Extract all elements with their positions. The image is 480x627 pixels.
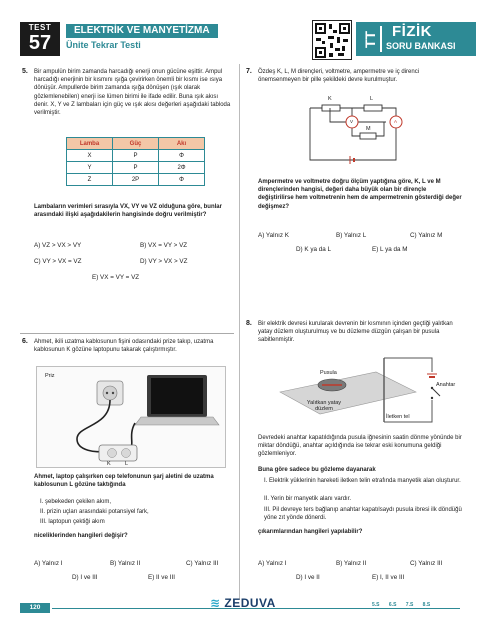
q8-item-1: I. Elektrik yüklerinin hareketi iletken telin etrafında manyetik alan oluşturur. <box>264 478 461 484</box>
q8-ask: çıkarımlarından hangileri yapılabilir? <box>258 529 363 535</box>
plane-label: Yalıtkan yatay düzlem <box>306 400 342 412</box>
q6-option-e[interactable]: E) II ve III <box>148 574 175 581</box>
q8-lead: Buna göre sadece bu gözleme dayanarak <box>258 467 376 473</box>
q7-option-a[interactable]: A) Yalnız K <box>258 232 289 239</box>
voltmeter-label: V <box>350 119 354 124</box>
table-cell: Z <box>67 174 113 186</box>
grade-labels: 5.S 6.S 7.S 8.S <box>372 602 431 608</box>
q5-option-b[interactable]: B) VX = VY > VZ <box>140 242 188 249</box>
q6-number: 6. <box>22 338 28 345</box>
table-row <box>67 174 205 186</box>
q6-item-2: II. prizin uçları arasındaki potansiyel fark, <box>40 509 149 515</box>
q6-item-1: I. şebekeden çekilen akım, <box>40 499 112 505</box>
switch-label: Anahtar <box>436 382 456 388</box>
q6-item-3: III. laptopun çektiği akım <box>40 519 105 525</box>
q8-option-d[interactable]: D) I ve II <box>296 574 320 581</box>
table-row <box>67 162 205 174</box>
table-cell: Y <box>67 162 113 174</box>
q5-option-e[interactable]: E) VX = VY = VZ <box>92 274 140 281</box>
q8-text2: Devredeki anahtar kapatıldığında pusula iğnesinin saatin dönme yönünde bir miktar döndüğü, anahtar açıldığında ise tekrar eski konumuna geldiği gözlemleniyor. <box>258 435 462 458</box>
table-cell: P <box>113 150 159 162</box>
question-divider <box>20 333 234 334</box>
table-header-row <box>67 138 205 150</box>
q6-question: Ahmet, laptop çalışırken cep telefonunun şarj aletini de uzatma kablosunun L gözüne taktığında <box>34 474 214 489</box>
slot-k-label: K <box>107 461 111 467</box>
table-header: Lamba <box>67 138 113 150</box>
q8-figure-svg <box>266 352 462 424</box>
q5-table <box>66 137 205 186</box>
table-header: Akı <box>159 138 205 150</box>
table-cell: Φ <box>159 150 205 162</box>
table-cell: P <box>113 162 159 174</box>
resistor-m-label: M <box>366 126 371 132</box>
subject-title: FİZİK <box>392 23 432 40</box>
series-divider <box>380 26 382 52</box>
q8-text: Bir elektrik devresi kurularak devrenin bir kısmının içinden geçtiği yalıtkan yatay düzlem oluşturulmuş ve bu düzleme düzgün çalışan bir pusula sabitlenmiştir. <box>258 321 453 344</box>
resistor-k-label: K <box>328 96 332 102</box>
table-row <box>67 150 205 162</box>
unit-title: ELEKTRİK VE MANYETİZMA <box>66 24 218 38</box>
qr-code-icon <box>312 20 352 60</box>
q7-option-d[interactable]: D) K ya da L <box>296 246 331 253</box>
q6-ask: niceliklerinden hangileri değişir? <box>34 533 128 539</box>
q5-option-d[interactable]: D) VY > VX > VZ <box>140 258 188 265</box>
q8-number: 8. <box>246 320 252 327</box>
q7-text: Özdeş K, L, M dirençleri, voltmetre, ampermetre ve iç direnci önemsenmeyen bir pille şekildeki devre kurulmuştur. <box>258 69 420 84</box>
resistor-l-label: L <box>370 96 374 102</box>
page-number: 120 <box>20 603 50 613</box>
test-label: TEST <box>28 23 52 32</box>
q7-circuit-svg <box>300 96 410 170</box>
slot-l-label: L <box>125 461 129 467</box>
book-title: SORU BANKASI <box>386 41 456 51</box>
table-cell: X <box>67 150 113 162</box>
column-divider <box>239 64 240 600</box>
table-cell: Φ <box>159 174 205 186</box>
priz-label: Priz <box>45 373 55 379</box>
brand-z-icon: ≋ <box>210 596 225 610</box>
q5-question: Lambaların verimleri sırasıyla VX, VY ve VZ olduğuna göre, bunlar arasındaki ilişki aşağıdakilerin hangisinde doğru verilmiştir? <box>34 204 222 219</box>
test-number: 57 <box>28 32 52 54</box>
q5-number: 5. <box>22 68 28 75</box>
q6-option-a[interactable]: A) Yalnız I <box>34 560 63 567</box>
q6-option-c[interactable]: C) Yalnız III <box>186 560 219 567</box>
q8-option-c[interactable]: C) Yalnız III <box>410 560 443 567</box>
table-cell: 2P <box>113 174 159 186</box>
q8-item-2: II. Yerin bir manyetik alanı vardır. <box>264 496 352 502</box>
compass-label: Pusula <box>320 370 337 376</box>
series-badge <box>356 22 476 56</box>
table-header: Güç <box>113 138 159 150</box>
wire-label: İletken tel <box>386 414 410 420</box>
q5-text: Bir ampulün birim zamanda harcadığı enerji onun gücüne eşittir. Ampul harcadığı enerjinin bir kısmını ışığa çevirirken önemli bir kısmı ise ısıya dönüşür. Ampullerde birim zamanda ışığa dönüşen (ışık olarak gözlemlenebilen) enerji ise lümen birimi ile ifade edilir. Buna ışık akısı denir. X, Y ve Z lambaları için güç ve ışık akısı değerleri aşağıdaki tabloda verilmiştir. <box>34 69 231 117</box>
unit-subtitle: Ünite Tekrar Testi <box>66 40 141 50</box>
q7-option-e[interactable]: E) L ya da M <box>372 246 408 253</box>
test-badge <box>20 22 60 56</box>
ammeter-label: A <box>394 119 398 124</box>
q6-option-b[interactable]: B) Yalnız II <box>110 560 141 567</box>
q7-number: 7. <box>246 68 252 75</box>
q5-option-c[interactable]: C) VY > VX = VZ <box>34 258 82 265</box>
brand-logo <box>210 596 276 610</box>
q6-figure <box>36 366 226 468</box>
q7-option-c[interactable]: C) Yalnız M <box>410 232 443 239</box>
q6-figure-svg <box>37 367 227 469</box>
q6-text: Ahmet, ikili uzatma kablosunun fişini odasındaki prize takıp, uzatma kablosunun K gözüne laptopunu takarak çalıştırmıştır. <box>34 339 214 354</box>
q5-option-a[interactable]: A) VZ > VX > VY <box>34 242 82 249</box>
series-code: TT <box>362 30 378 48</box>
q8-item-3: III. Pil devreye ters bağlanıp anahtar kapatılsaydı pusula ibresi ilk döndüğü yöne zıt yönde dönerdi. <box>264 507 462 522</box>
q8-option-a[interactable]: A) Yalnız I <box>258 560 287 567</box>
q7-circuit <box>300 96 410 170</box>
q6-option-d[interactable]: D) I ve III <box>72 574 98 581</box>
brand-name: ZEDUVA <box>224 596 276 610</box>
table-cell: 2Φ <box>159 162 205 174</box>
q8-option-b[interactable]: B) Yalnız II <box>336 560 367 567</box>
q7-question: Ampermetre ve voltmetre doğru ölçüm yaptığına göre, K, L ve M dirençlerinden hangisi, değeri daha büyük olan bir dirençle değiştirilirse hem voltmetrenin hem de ampermetrenin gösterdiği değer değişmez? <box>258 179 462 210</box>
q8-figure <box>266 352 462 424</box>
q7-option-b[interactable]: B) Yalnız L <box>336 232 367 239</box>
q8-option-e[interactable]: E) I, II ve III <box>372 574 405 581</box>
